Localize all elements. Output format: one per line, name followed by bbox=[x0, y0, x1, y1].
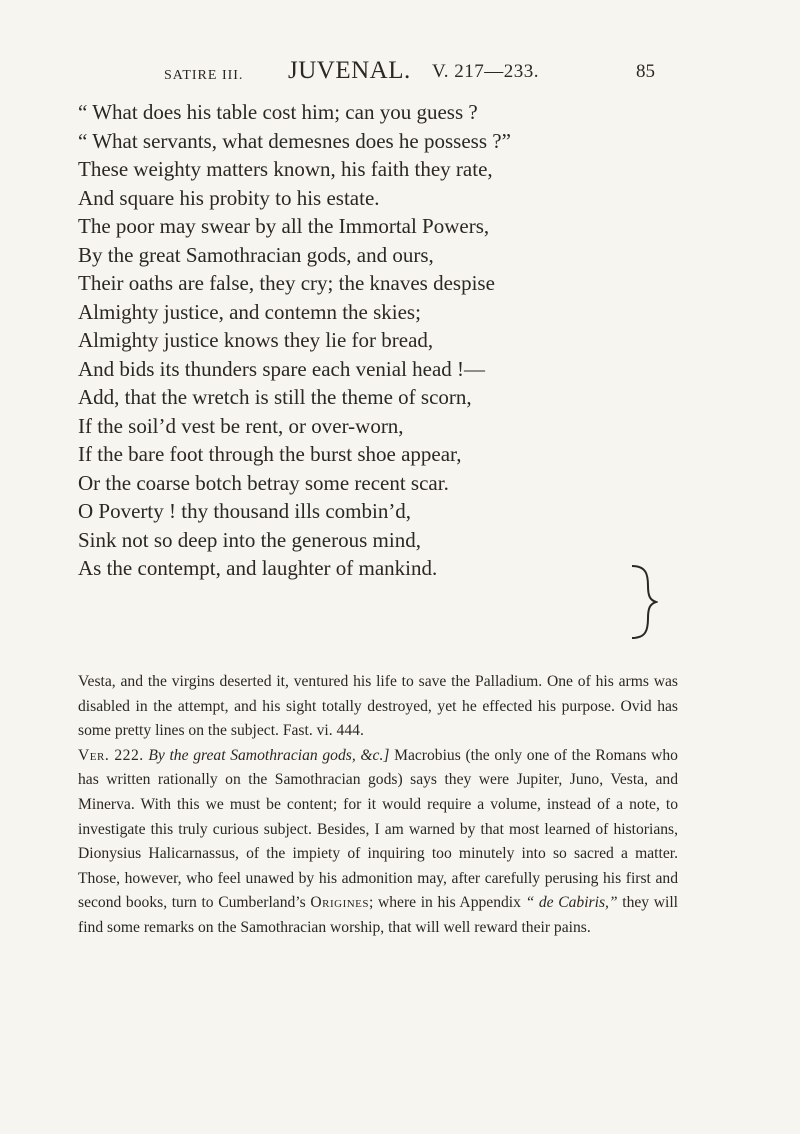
triplet-brace bbox=[628, 562, 658, 642]
footnote-continued bbox=[78, 670, 678, 744]
footnote-book-title: Origines bbox=[310, 894, 370, 912]
verse-line: Almighty justice knows they lie for bread, bbox=[78, 328, 434, 352]
footnote-ver-222 bbox=[78, 744, 678, 941]
footnote-reference: Ver. 222. bbox=[78, 746, 144, 764]
verse-line: These weighty matters known, his faith they rate, bbox=[78, 157, 493, 181]
footnote-text: Macrobius (the only one of the Romans who has written rationally on the Samothracian gods) says they were Jupiter, Juno, Vesta, and Minerva. With this we must be content; for it would require a volume, instead of a note, to investigate this truly curious subject. Besides, I am warned by that most learned of historians, Dionysius Halicarnassus, of the impiety of inquiring too minutely into so sacred a matter. Those, however, who feel unawed by his admonition may, after carefully perusing his first and second books, turn to Cumberland’s bbox=[78, 746, 678, 912]
footnote-appendix-title: “ de Cabiris,” bbox=[525, 894, 618, 912]
header-author-title: JUVENAL. bbox=[288, 57, 411, 84]
verse-line: And square his probity to his estate. bbox=[78, 185, 380, 210]
header-verse-range: V. 217—233. bbox=[432, 61, 540, 82]
footnote-text: Vesta, and the virgins deserted it, ventured his life to save the Palladium. One of his arms was disabled in the attempt, and his sight totally destroyed, yet he effected his purpose. Ovid has some pretty lines on the subject. Fast. vi. 444. bbox=[78, 673, 678, 740]
verse-line: “ What servants, what demesnes does he possess ?” bbox=[78, 128, 511, 153]
verse-line: Almighty justice, and contemn the skies; bbox=[78, 299, 421, 324]
verse-line: Their oaths are false, they cry; the knaves despise bbox=[78, 271, 495, 295]
footnote-lemma: By the great Samothracian gods, &c.] bbox=[148, 746, 390, 764]
verse-line: If the soil’d vest be rent, or over-worn, bbox=[78, 413, 404, 438]
verse-line: Or the coarse botch betray some recent scar. bbox=[78, 470, 449, 495]
verse-line: As the contempt, and laughter of mankind. bbox=[78, 556, 438, 580]
verse-line: O Poverty ! thy thousand ills combin’d, bbox=[78, 499, 412, 523]
footnote-text: they will find some remarks on the Samothracian worship, that will well reward their pains. bbox=[78, 894, 678, 936]
page-number: 85 bbox=[636, 61, 655, 82]
verse-line: Add, that the wretch is still the theme of scorn, bbox=[78, 385, 472, 409]
header-satire-number: SATIRE III. bbox=[164, 68, 244, 83]
verse-line: By the great Samothracian gods, and ours, bbox=[78, 242, 434, 267]
verse-line: “ What does his table cost him; can you guess ? bbox=[78, 100, 478, 124]
footnotes bbox=[78, 670, 678, 941]
verse-line: The poor may swear by all the Immortal Powers, bbox=[78, 214, 490, 238]
verse-line: Sink not so deep into the generous mind, bbox=[78, 527, 421, 552]
verse-line: And bids its thunders spare each venial head !— bbox=[78, 356, 486, 381]
verse-line: If the bare foot through the burst shoe appear, bbox=[78, 442, 462, 466]
verse-block bbox=[78, 98, 678, 583]
footnote-text: ; where in his Appendix bbox=[369, 894, 521, 912]
running-header bbox=[150, 56, 655, 96]
